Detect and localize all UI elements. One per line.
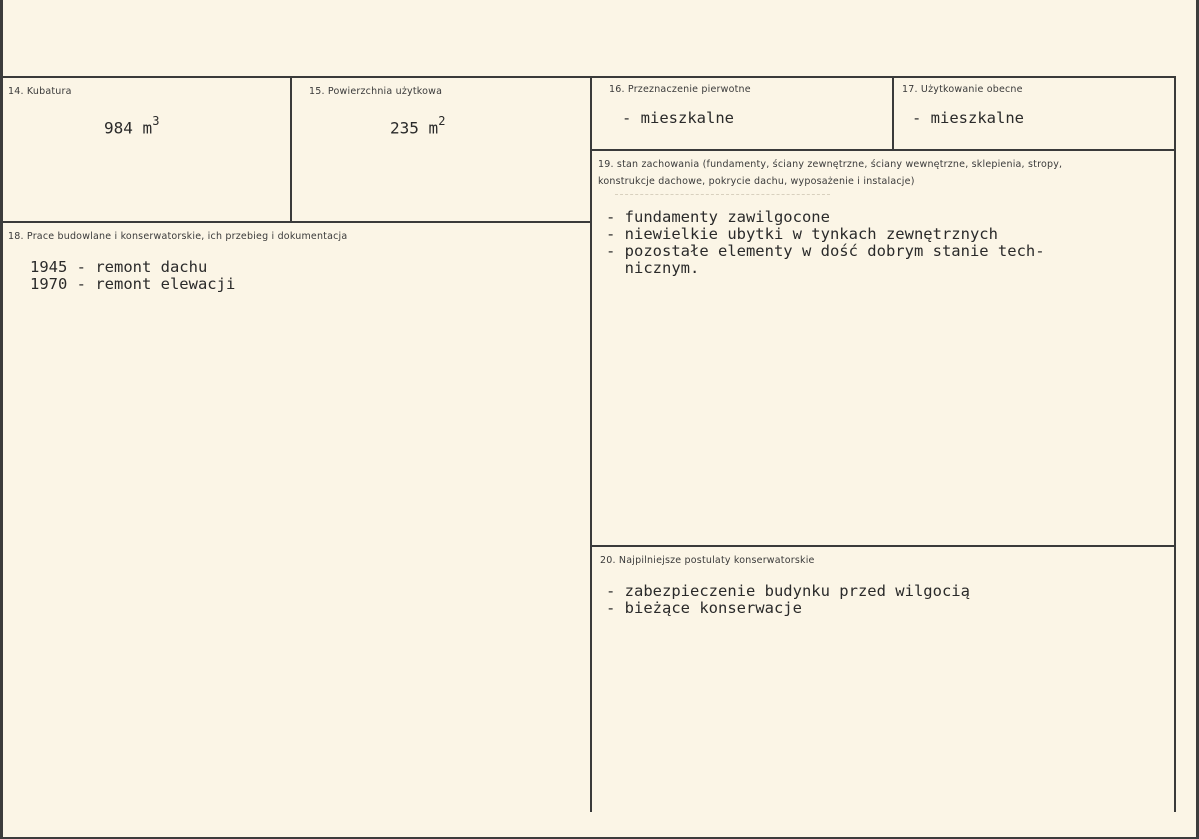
- kubatura-unit-exponent: 3: [152, 114, 160, 128]
- prace-label: 18. Prace budowlane i konserwatorskie, ich przebieg i dokumentacja: [8, 231, 348, 242]
- row1-bottom-rule-left: [3, 221, 591, 223]
- uzytkowanie-label: 17. Użytkowanie obecne: [902, 84, 1023, 95]
- przeznaczenie-label: 16. Przeznaczenie pierwotne: [609, 84, 751, 95]
- powierzchnia-unit-exponent: 2: [438, 114, 446, 128]
- row1-bottom-rule-right: [591, 149, 1175, 151]
- powierzchnia-number: 235: [390, 118, 419, 138]
- top-rule: [3, 76, 1175, 78]
- main-vertical-divider: [590, 76, 592, 812]
- kubatura-label: 14. Kubatura: [8, 86, 72, 97]
- postulaty-line-2: - bieżące konserwacje: [606, 599, 802, 617]
- stan-faint-dash: [615, 194, 830, 196]
- postulaty-label: 20. Najpilniejsze postulaty konserwatorskie: [600, 555, 815, 566]
- section-20-top-rule: [591, 545, 1175, 547]
- postulaty-line-1: - zabezpieczenie budynku przed wilgocią: [606, 582, 970, 600]
- right-edge-rule: [1174, 76, 1176, 812]
- prace-line-1: 1945 - remont dachu: [30, 258, 208, 276]
- stan-line-4: nicznym.: [606, 259, 700, 277]
- divider-14-15: [290, 76, 292, 222]
- powierzchnia-label: 15. Powierzchnia użytkowa: [309, 86, 443, 97]
- stan-line-2: - niewielkie ubytki w tynkach zewnętrznych: [606, 225, 998, 243]
- stan-line-1: - fundamenty zawilgocone: [606, 208, 830, 226]
- kubatura-unit: m: [142, 118, 153, 138]
- prace-line-2: 1970 - remont elewacji: [30, 275, 236, 293]
- powierzchnia-value: [390, 116, 445, 137]
- kubatura-value: [104, 116, 159, 137]
- stan-line-3: - pozostałe elementy w dość dobrym stanie tech-: [606, 242, 1045, 260]
- powierzchnia-unit: m: [428, 118, 439, 138]
- przeznaczenie-value: - mieszkalne: [622, 109, 734, 127]
- stan-label: 19. stan zachowania (fundamenty, ściany zewnętrzne, ściany wewnętrzne, sklepienia, stropy, konstrukcje dachowe, pokrycie dachu, wyposażenie i instalacje): [598, 159, 1063, 187]
- kubatura-number: 984: [104, 118, 133, 138]
- uzytkowanie-value: - mieszkalne: [912, 109, 1024, 127]
- divider-16-17: [892, 76, 894, 150]
